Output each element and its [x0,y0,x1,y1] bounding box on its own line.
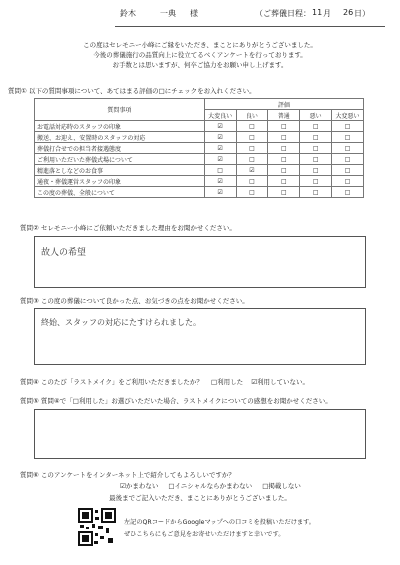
q6-option-initials[interactable]: □イニシャルならかまわない [168,482,253,490]
footer-line: 左記のQRコードからGoogleマップへの口コミを投稿いただけます。 [124,519,315,526]
honorific: 様 [190,9,198,18]
intro-line: お手数とは思いますが、何卒ご協力をお願い申し上げます。 [112,61,288,69]
rating-checkbox[interactable]: □ [300,176,332,187]
rating-checkbox[interactable]: ☑ [204,176,236,187]
rating-checkbox[interactable]: □ [268,132,300,143]
table-row [35,165,364,176]
q3-prompt [20,296,249,305]
table-row [35,143,364,154]
q2-answer: 故人の希望 [41,248,87,258]
q2-answer-box[interactable] [34,236,366,288]
item-label: この度の葬儀、全般について [35,187,205,198]
rating-header: 評価 [204,99,363,110]
rating-checkbox[interactable]: □ [268,154,300,165]
rating-col-4: 悪い [300,110,332,121]
rating-col-2: 良い [236,110,268,121]
rating-checkbox[interactable]: ☑ [204,187,236,198]
q1-label: 質問① [8,87,27,95]
rating-checkbox[interactable]: □ [300,132,332,143]
rating-col-5: 大変悪い [332,110,364,121]
rating-checkbox[interactable]: □ [300,121,332,132]
intro-text [0,40,400,70]
rating-checkbox[interactable]: □ [268,165,300,176]
rating-checkbox[interactable]: ☑ [204,154,236,165]
q1-text: 以下の質問事項について、あてはまる評価の□にチェックをお入れください。 [28,87,256,95]
item-header: 質問事項 [35,99,205,121]
rating-checkbox[interactable]: □ [332,132,364,143]
footer-line: ぜひこちらにもご意見をお寄せいただけますと幸いです。 [124,531,285,538]
rating-checkbox[interactable]: □ [236,176,268,187]
rating-checkbox[interactable]: □ [332,121,364,132]
table-row [35,154,364,165]
rating-checkbox[interactable]: □ [332,165,364,176]
q4-option-not-used[interactable]: ☑利用していない。 [251,378,310,386]
q2-prompt [20,223,236,232]
item-label: お電話対応時のスタッフの印象 [35,121,205,132]
q6-prompt [20,470,235,479]
rating-checkbox[interactable]: □ [300,143,332,154]
q5-text: 質問④で「□利用した」お選びいただいた場合、ラストメイクについての感想をお聞かせください。 [40,397,332,405]
q5-answer-box[interactable] [34,409,366,459]
month-value: 11 [312,8,323,17]
rating-col-3: 普通 [268,110,300,121]
rating-checkbox[interactable]: ☑ [204,121,236,132]
closing-text: 最後までご記入いただき、まことにありがとうございました。 [109,494,291,502]
day-unit: 日） [354,9,370,18]
rating-checkbox[interactable]: □ [236,143,268,154]
rating-checkbox[interactable]: ☑ [236,165,268,176]
q3-answer-box[interactable] [34,308,366,365]
q5-label: 質問⑤ [20,397,39,405]
rating-checkbox[interactable]: ☑ [204,143,236,154]
header-underline [115,26,385,27]
q6-label: 質問⑥ [20,471,39,479]
day-value: 26 [343,8,354,17]
rating-checkbox[interactable]: □ [204,165,236,176]
rating-checkbox[interactable]: □ [236,121,268,132]
table-row [35,187,364,198]
item-label: ご利用いただいた葬儀式場について [35,154,205,165]
q2-label: 質問② [20,224,39,232]
q6-text: このアンケートをインターネット上で紹介してもよろしいですか？ [40,471,235,479]
q6-option-no[interactable]: □掲載しない [262,482,301,490]
intro-line: この度はセレモニー小峰にご縁をいただき、まことにありがとうございました。 [83,41,317,49]
month-unit: 月 [323,9,331,18]
customer-surname: 鈴木 [120,9,136,18]
rating-checkbox[interactable]: □ [268,187,300,198]
q3-label: 質問③ [20,297,39,305]
q3-text: この度の葬儀について良かった点、お気づきの点をお聞かせください。 [40,297,249,305]
date-label: （ご葬儀日程： [255,9,311,18]
rating-checkbox[interactable]: □ [332,176,364,187]
intro-line: 今後の葬儀施行の品質向上に役立てるべくアンケートを行っております。 [93,51,307,59]
q2-text: セレモニー小峰にご依頼いただきました理由をお聞かせください。 [40,224,236,232]
rating-checkbox[interactable]: □ [332,187,364,198]
item-label: 精進落としなどのお食事 [35,165,205,176]
rating-checkbox[interactable]: □ [268,176,300,187]
rating-checkbox[interactable]: □ [300,187,332,198]
rating-table [34,98,364,198]
q6-options [120,481,301,490]
q3-answer: 終始、スタッフの対応にたすけられました。 [41,318,201,327]
rating-checkbox[interactable]: □ [268,121,300,132]
rating-col-1: 大変良い [204,110,236,121]
item-label: 通夜・葬儀運営スタッフの印象 [35,176,205,187]
rating-checkbox[interactable]: □ [332,154,364,165]
q4-label: 質問④ [20,378,39,386]
q6-option-ok[interactable]: ☑かまわない [120,482,159,490]
table-row [35,176,364,187]
item-label: 葬儀打合せでの担当者接遇態度 [35,143,205,154]
rating-checkbox[interactable]: □ [268,143,300,154]
table-row [35,121,364,132]
q4-text: このたび「ラストメイク」をご利用いただきましたか？ [40,378,203,386]
rating-checkbox[interactable]: ☑ [204,132,236,143]
rating-checkbox[interactable]: □ [236,132,268,143]
rating-checkbox[interactable]: □ [332,143,364,154]
customer-given-name: 一典 [160,9,176,18]
rating-checkbox[interactable]: □ [300,154,332,165]
q1-prompt [8,86,256,95]
q5-prompt [20,396,332,405]
rating-checkbox[interactable]: □ [236,187,268,198]
footer-text [124,517,315,541]
rating-checkbox[interactable]: □ [236,154,268,165]
item-label: 搬送、お迎え、安置時のスタッフの対応 [35,132,205,143]
q4-option-used[interactable]: □利用した [210,378,244,386]
q4-prompt [20,377,309,386]
table-row [35,132,364,143]
rating-checkbox[interactable]: □ [300,165,332,176]
header [0,8,400,28]
qr-code[interactable] [78,508,116,546]
